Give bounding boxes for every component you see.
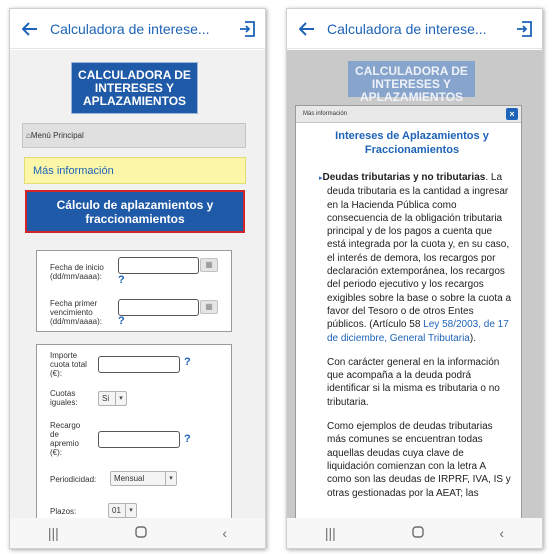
info-modal [295, 105, 522, 519]
help-icon[interactable]: ? [184, 356, 191, 368]
periodicidad-label: Periodicidad: [50, 475, 97, 484]
menu-principal-label: Menú Principal [30, 131, 84, 140]
importe-cuota-input[interactable] [98, 356, 180, 373]
caret-down-icon: ▾ [125, 504, 136, 517]
app-title: Calculadora de interese... [50, 20, 210, 37]
recargo-apremio-label: Recargo de apremio (€): [50, 421, 81, 457]
fecha-inicio-label: Fecha de inicio (dd/mm/aaaa): [50, 263, 104, 281]
cuotas-iguales-value: Si [102, 394, 110, 403]
help-icon[interactable]: ? [118, 315, 125, 327]
menu-principal-link[interactable] [22, 123, 246, 148]
android-nav-bar [10, 518, 265, 548]
back-chevron-icon[interactable]: ‹ [499, 525, 505, 541]
modal-header [296, 106, 521, 123]
app-bar [10, 9, 265, 49]
bullet-arrow-icon: ▸ [319, 175, 323, 182]
cuotas-iguales-select[interactable] [98, 391, 127, 406]
periodicidad-select[interactable] [110, 471, 177, 486]
paragraph-text: ). [469, 332, 476, 344]
fecha-primer-vencimiento-label: Fecha primer vencimiento (dd/mm/aaaa): [50, 299, 103, 326]
back-chevron-icon[interactable]: ‹ [222, 525, 228, 541]
main-title: CALCULADORA DE INTERESES Y APLAZAMIENTOS [348, 61, 475, 97]
modal-paragraph [319, 171, 512, 345]
close-icon[interactable]: × [506, 108, 518, 120]
periodicidad-value: Mensual [114, 474, 145, 483]
exit-icon[interactable] [506, 21, 542, 37]
deudas-term: Deudas tributarias y no tributarias [322, 172, 486, 183]
modal-body [296, 123, 521, 500]
fecha-inicio-input[interactable] [118, 257, 199, 274]
modal-paragraph: Como ejemplos de deudas tributarias más comunes se encuentran todas aquellas deudas cuya clave de liquidación comienzan con la letra A como son las deudas de IRPRF, IVA, IS y otras gestionadas por la AEAT; las [327, 421, 511, 499]
home-circle-icon[interactable] [135, 525, 147, 541]
recents-icon[interactable]: ||| [47, 525, 59, 541]
cuotas-iguales-label: Cuotas iguales: [50, 389, 78, 407]
help-icon[interactable]: ? [184, 433, 191, 445]
modal-header-label: Más información [303, 111, 348, 117]
plazos-select[interactable] [108, 503, 137, 518]
recargo-apremio-input[interactable] [98, 431, 180, 448]
home-icon: ⌂ [26, 131, 31, 140]
plazos-value: 01 [112, 506, 121, 515]
calculo-aplazamientos-button[interactable]: Cálculo de aplazamientos y fraccionamientos [25, 190, 245, 233]
main-title: CALCULADORA DE INTERESES Y APLAZAMIENTOS [71, 62, 198, 114]
caret-down-icon: ▾ [165, 472, 176, 485]
importe-cuota-label: Importe cuota total (€): [50, 351, 87, 378]
plazos-label: Plazos: [50, 507, 77, 516]
mas-informacion-link[interactable]: Más información [24, 157, 246, 184]
phone-left [9, 8, 266, 549]
fecha-primer-vencimiento-input[interactable] [118, 299, 199, 316]
android-nav-bar [287, 518, 542, 548]
phone-right [286, 8, 543, 549]
modal-title: Intereses de Aplazamientos y Fraccionamientos [335, 130, 489, 156]
content-area [287, 50, 542, 519]
calendar-icon[interactable]: ▦ [200, 300, 218, 314]
recents-icon[interactable]: ||| [324, 525, 336, 541]
exit-icon[interactable] [229, 21, 265, 37]
paragraph-text: . La deuda tributaria es la cantidad a ingresar en la Hacienda Pública como consecuencia de la obligación tributaria principal y de los pagos a cuenta que está integrada por la cuota y, en su caso, el interés de demora, los recargos por declaración extemporánea, los recargos del periodo ejecutivo y los recargos exigibles sobre la base o sobre la cuota a favor del Tesoro o de otros Entes públicos. (Artículo 58 [327, 172, 512, 331]
back-arrow-icon[interactable] [10, 22, 50, 36]
ley-link[interactable]: Ley 58/2003, de 17 de diciembre, General Tributaria [327, 319, 509, 344]
amount-section [36, 344, 232, 519]
back-arrow-icon[interactable] [287, 22, 327, 36]
app-title: Calculadora de interese... [327, 20, 487, 37]
calendar-icon[interactable]: ▦ [200, 258, 218, 272]
caret-down-icon: ▾ [115, 392, 126, 405]
modal-paragraph: Con carácter general en la información que acompaña a la deuda podrá identificar si la misma es tributaria o no tributaria. [327, 356, 500, 408]
dates-section [36, 250, 232, 332]
app-bar [287, 9, 542, 49]
home-circle-icon[interactable] [412, 525, 424, 541]
help-icon[interactable]: ? [118, 274, 125, 286]
content-area [10, 50, 265, 519]
